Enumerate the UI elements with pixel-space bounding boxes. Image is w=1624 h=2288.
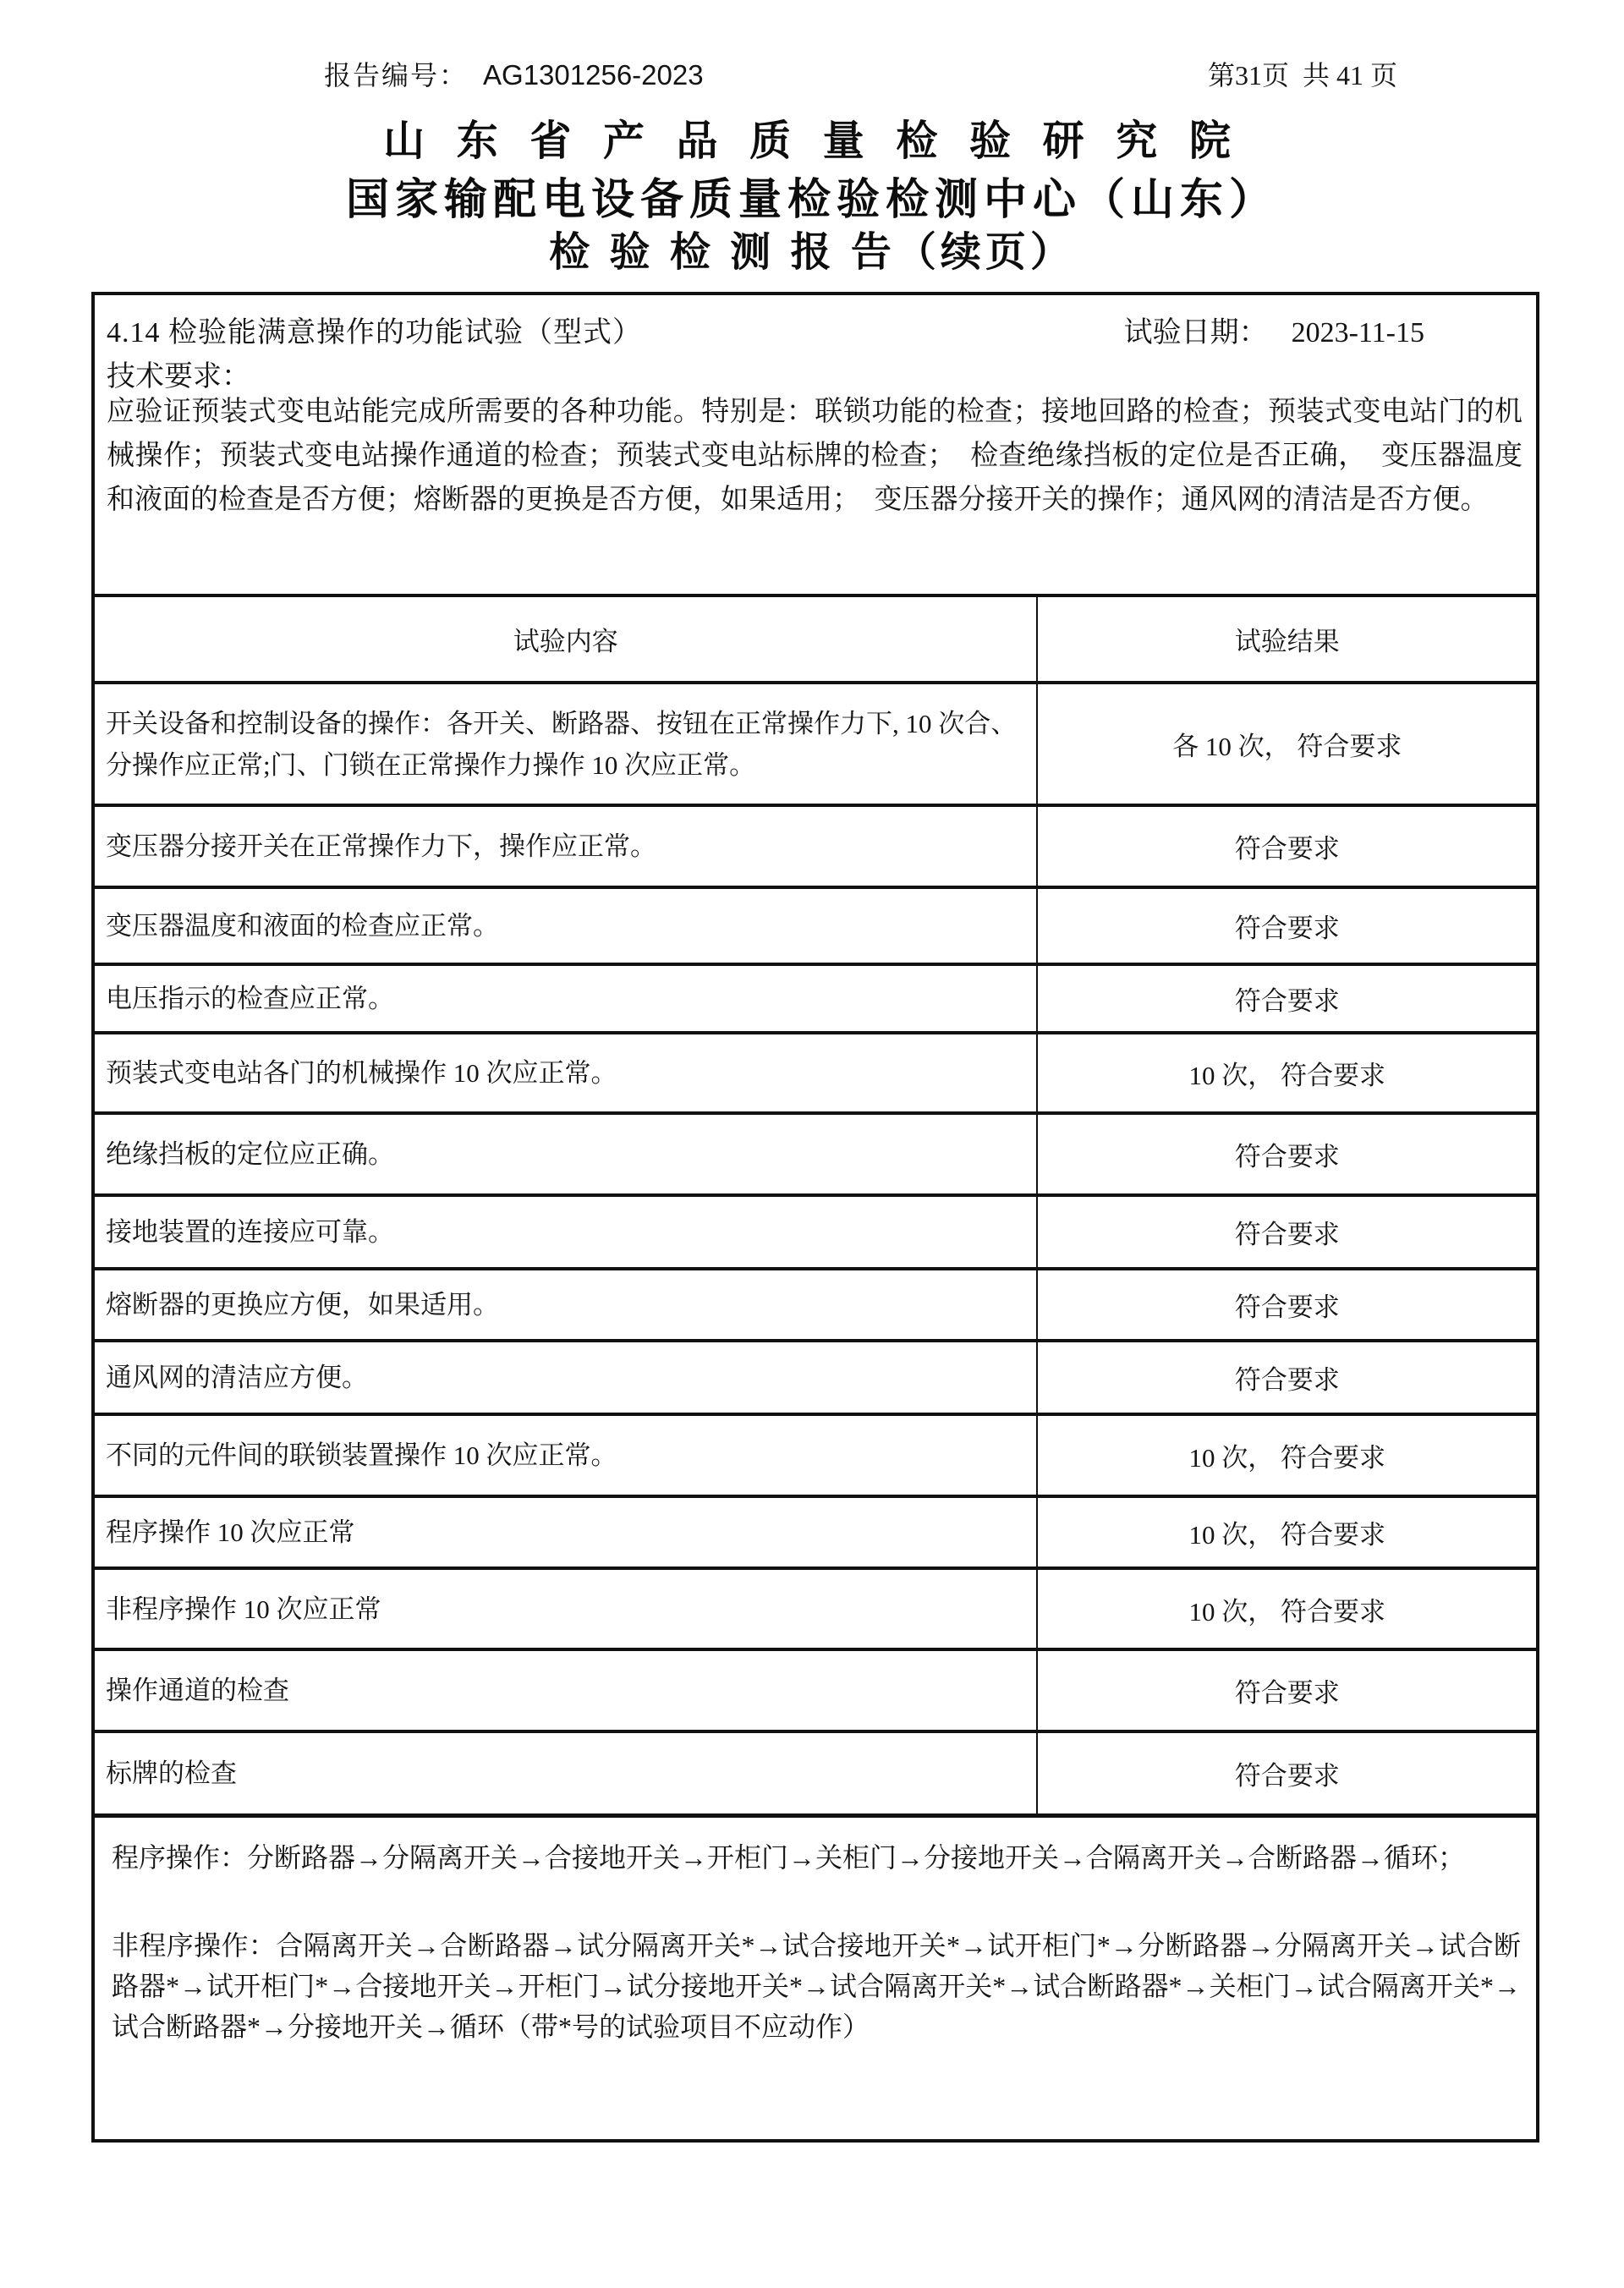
table-row [95, 1568, 1536, 1649]
test-content-cell: 标牌的检查 [95, 1731, 1037, 1815]
test-content-cell: 绝缘挡板的定位应正确。 [95, 1113, 1037, 1195]
center-title: 国家输配电设备质量检验检测中心（山东） [345, 175, 1278, 223]
test-content-cell: 接地装置的连接应可靠。 [95, 1195, 1037, 1269]
test-result-cell: 10 次， 符合要求 [1037, 1568, 1536, 1649]
test-result-cell: 符合要求 [1037, 1341, 1536, 1414]
operation-notes [95, 1822, 1536, 2139]
institute-title: 山 东 省 产 品 质 量 检 验 研 究 院 [383, 118, 1241, 164]
test-date-value: 2023-11-15 [1291, 317, 1424, 348]
table-header-row [95, 595, 1536, 683]
table-row [95, 1113, 1536, 1195]
table-row [95, 805, 1536, 887]
test-content-cell: 不同的元件间的联锁装置操作 10 次应正常。 [95, 1414, 1037, 1496]
test-content-cell: 熔断器的更换应方便，如果适用。 [95, 1269, 1037, 1341]
test-date-label: 试验日期： [1123, 317, 1268, 348]
test-result-cell: 符合要求 [1037, 1731, 1536, 1815]
tech-requirements-text: 应验证预装式变电站能完成所需要的各种功能。特别是：联锁功能的检查；接地回路的检查；预装式变电站门的机械操作；预装式变电站操作通道的检查；预装式变电站标牌的检查； 检查绝缘挡板的定位是否正确， 变压器温度和液面的检查是否方便；熔断器的更换是否方便，如果适用； 变压器分接开关的操作；通风网的清洁是否方便。 [107, 397, 1522, 515]
report-title: 检 验 检 测 报 告（续页） [549, 230, 1075, 275]
section-head [107, 309, 1524, 350]
report-number-value: AG1301256-2023 [483, 59, 704, 91]
test-result-cell: 符合要求 [1037, 805, 1536, 887]
report-body-box [91, 292, 1539, 2143]
table-row [95, 1341, 1536, 1414]
test-content-cell: 通风网的清洁应方便。 [95, 1341, 1037, 1414]
test-content-cell: 预装式变电站各门的机械操作 10 次应正常。 [95, 1033, 1037, 1113]
test-content-cell: 操作通道的检查 [95, 1649, 1037, 1731]
test-content-cell: 程序操作 10 次应正常 [95, 1496, 1037, 1568]
test-result-cell: 符合要求 [1037, 1113, 1536, 1195]
test-result-cell: 符合要求 [1037, 964, 1536, 1033]
program-operation-note: 程序操作：分断路器→分隔离开关→合接地开关→开柜门→关柜门→分接地开关→合隔离开关→合断路器→循环； [112, 1842, 1466, 1873]
test-date-group [1124, 309, 1424, 350]
test-result-cell: 符合要求 [1037, 887, 1536, 964]
test-content-cell: 变压器温度和液面的检查应正常。 [95, 887, 1037, 964]
section-heading: 4.14 检验能满意操作的功能试验（型式） [107, 317, 642, 348]
test-content-cell: 电压指示的检查应正常。 [95, 964, 1037, 1033]
table-row [95, 683, 1536, 805]
page-number-info: 第31页 共 41 页 [1207, 60, 1397, 91]
page-header [324, 54, 1397, 93]
table-row [95, 1269, 1536, 1341]
test-content-cell: 开关设备和控制设备的操作：各开关、断路器、按钮在正常操作力下, 10 次合、分操作应正常;门、门锁在正常操作力操作 10 次应正常。 [95, 683, 1037, 805]
test-result-cell: 10 次， 符合要求 [1037, 1496, 1536, 1568]
test-result-cell: 各 10 次， 符合要求 [1037, 683, 1536, 805]
header-test-content: 试验内容 [95, 595, 1037, 683]
tech-requirements-label: 技术要求： [107, 361, 250, 392]
report-number-label: 报告编号： [324, 60, 469, 91]
table-row [95, 1649, 1536, 1731]
header-test-result: 试验结果 [1037, 595, 1536, 683]
table-row [95, 1496, 1536, 1568]
test-result-cell: 符合要求 [1037, 1649, 1536, 1731]
test-result-cell: 10 次， 符合要求 [1037, 1033, 1536, 1113]
non-program-operation-note: 非程序操作：合隔离开关→合断路器→试分隔离开关*→试合接地开关*→试开柜门*→分断路器→分隔离开关→试合断路器*→试开柜门*→合接地开关→开柜门→试分接地开关*→试合隔离开关*→试合断路器*→关柜门→试合隔离开关*→试合断路器*→分接地开关→循环（带*号的试验项目不应动作） [112, 1930, 1521, 2042]
test-results-table [95, 594, 1536, 1818]
test-content-cell: 非程序操作 10 次应正常 [95, 1568, 1037, 1649]
test-result-cell: 10 次， 符合要求 [1037, 1414, 1536, 1496]
report-number-group [324, 54, 704, 93]
test-result-cell: 符合要求 [1037, 1269, 1536, 1341]
table-row [95, 1414, 1536, 1496]
table-row [95, 1731, 1536, 1815]
test-content-cell: 变压器分接开关在正常操作力下，操作应正常。 [95, 805, 1037, 887]
test-result-cell: 符合要求 [1037, 1195, 1536, 1269]
table-row [95, 1033, 1536, 1113]
table-row [95, 1195, 1536, 1269]
table-row [95, 964, 1536, 1033]
table-row [95, 887, 1536, 964]
